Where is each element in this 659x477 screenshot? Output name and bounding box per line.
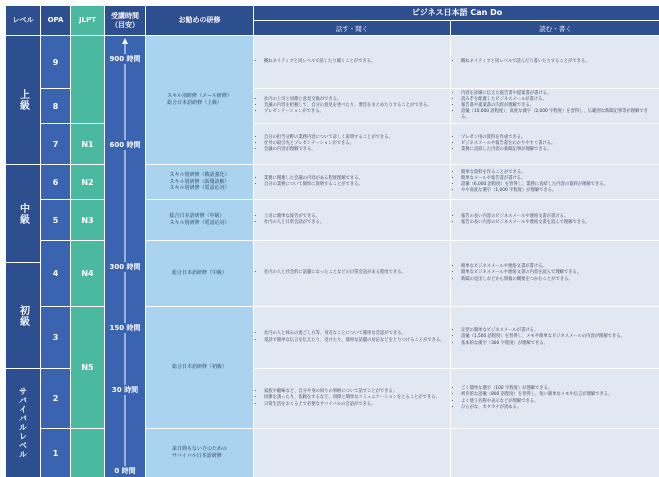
cando-item: • 同僚を誘ったり、依頼をするなど、同僚と簡単なコミュニケーションをとることができる。: [264, 395, 440, 401]
cando-item: • 簡単なメールや報告書が書ける。: [461, 176, 608, 182]
cando-item: • 語彙（1,500 語程度）を習得し、メモや簡単なビジネスメールの内容が理解できる。: [461, 334, 625, 340]
hours-300: 300 時間: [105, 262, 145, 272]
level-advanced: 上級: [6, 36, 40, 164]
training-intermediate-phone: 総合日本語研修（中級） スキル別研修（電話応対）: [146, 200, 253, 240]
speak-row-4: [254, 165, 450, 199]
cando-item: • 会議の内容が理解できる。: [264, 147, 393, 153]
training-beginner: 総合日本語研修（初級）: [146, 307, 253, 428]
read-row-5: [451, 200, 659, 240]
speak-row-5: [254, 200, 450, 240]
jlpt-n3: N3: [71, 200, 104, 240]
cando-item: • やや高度な漢字（1,000 字程度）が理解できる。: [461, 188, 608, 194]
opa-6: 6: [41, 165, 70, 199]
cando-item: • 電話で簡単な伝言を伝えたり、受けたり、簡単な話題の対応などをとりつけることができる。: [264, 338, 444, 344]
header-jlpt: JLPT: [71, 6, 104, 35]
opa-3: 3: [41, 307, 70, 368]
speak-row-8: [254, 369, 450, 428]
cando-item: • 読み手を配慮したビジネスメールが書ける。: [461, 97, 656, 103]
cando-item: • ごく簡単な漢字（100 字程度）が理解できる。: [461, 386, 612, 392]
training-advanced: スキル別研修（メール研修） 総合日本語研修（上級）: [146, 36, 253, 164]
level-intermediate: 中級: [6, 165, 40, 262]
cando-item: • プレゼンテーションができる。: [264, 109, 432, 115]
training-skills: スキル別研修（敬語強化） スキル別研修（新聞読解） スキル別研修（電話応対）: [146, 165, 253, 199]
jlpt-above-n1: [71, 36, 104, 123]
cando-item: • 報告の長い内容のビジネスメールや連絡文書を読んで理解できる。: [461, 220, 590, 226]
cando-item: • 家族や趣味など、自分や身の回りの事柄について話すことができる。: [264, 389, 440, 395]
cando-item: • 内容を詳細に伝えた報告書や提案書が書ける。: [461, 91, 656, 97]
cando-item: • 定型の簡単なビジネスメールが書ける。: [461, 328, 625, 334]
opa-1: 1: [41, 429, 70, 477]
hours-900: 900 時間: [105, 54, 145, 64]
cando-item: • 業務に直結した内容の新聞記事が理解できる。: [461, 147, 555, 153]
opa-2: 2: [41, 369, 70, 428]
cando-item: • 簡単な資料を作ることができる。: [461, 170, 608, 176]
read-row-3: [451, 124, 659, 164]
opa-5: 5: [41, 200, 70, 240]
cando-item: • 簡単なビジネスメールや連絡文書の内容を読んで理解できる。: [461, 270, 581, 276]
jlpt-n5: N5: [71, 307, 104, 428]
read-row-9: [451, 429, 659, 477]
jlpt-below-n5: [71, 429, 104, 477]
jlpt-n2: N2: [71, 165, 104, 199]
cando-item: • 新聞の見出しなどから情報の概要をつかむことができる。: [461, 277, 581, 283]
cando-item: • 日常生活をおくる上で必要なサバイバルの会話ができる。: [264, 402, 440, 408]
cando-item: • 業務に関連した会議の内容がある程度理解できる。: [264, 176, 363, 182]
hours-30: 30 時間: [105, 385, 145, 395]
hours-0: 0 時間: [105, 466, 145, 476]
header-hours: 受講時間 （目安）: [105, 6, 145, 35]
cando-item: • よく使う名称や表示などが理解できる。: [461, 399, 612, 405]
header-opa: OPA: [41, 6, 70, 35]
cando-item: • 初歩的な語彙（800 語程度）を習得し、短い簡単なメモや伝言が理解できる。: [461, 392, 612, 398]
speak-row-1: [254, 36, 450, 88]
cando-item: • 社内の人と社会的に話題になったことなどの日常会話がある程度できる。: [264, 270, 406, 276]
cando-item: • 概ねネイティブと同レベルで話したり聞くことができる。: [264, 59, 375, 65]
speak-row-6: [254, 241, 450, 306]
hours-scale: [105, 36, 145, 477]
read-row-8: [451, 369, 659, 428]
read-row-4: [451, 165, 659, 199]
cando-item: • 社内の人と日常会話ができる。: [264, 220, 324, 226]
training-intermediate: 総合日本語研修（中級）: [146, 241, 253, 306]
cando-item: • 報告の長い内容のビジネスメールや連絡文書が書ける。: [461, 214, 590, 220]
level-beginner: 初級: [6, 263, 40, 368]
speak-row-7: [254, 307, 450, 368]
cando-item: • 概ねネイティブと同レベルで読んだり書いたりすることができる。: [461, 59, 589, 65]
cando-table: [6, 6, 654, 475]
header-training: お勧めの研修: [146, 6, 253, 35]
read-row-7: [451, 307, 659, 368]
cando-item: • 会議の内容を把握して、自分の意見を述べたり、要旨をまとめたりすることができる。: [264, 103, 432, 109]
header-level: レベル: [6, 6, 40, 35]
cando-item: • 簡単なビジネスメールや連絡文書が書ける。: [461, 264, 581, 270]
header-speak: 話す・聞く: [254, 21, 450, 35]
cando-item: • 基本的な漢字（300 字程度）が理解できる。: [461, 341, 625, 347]
cando-item: • ひらがな、カタカナが読める。: [461, 405, 612, 411]
cando-item: • 上司に簡単な報告ができる。: [264, 214, 324, 220]
jlpt-n4: N4: [71, 241, 104, 306]
read-row-6: [451, 241, 659, 306]
cando-item: • 社内の上司と同僚と意見交換ができる。: [264, 97, 432, 103]
cando-item: • 報告書や提案書の内容が理解できる。: [461, 103, 656, 109]
opa-4: 4: [41, 241, 70, 306]
cando-item: • ビジネスメールや報告書をわかりやすく書ける。: [461, 141, 555, 147]
cando-item: • 語彙（6,000 語程度）を習得し、業務に直結した内容の資料が理解できる。: [461, 182, 608, 188]
hours-150: 150 時間: [105, 323, 145, 333]
header-cando: ビジネス日本語 Can Do: [254, 6, 659, 20]
cando-item: • 社外の取引先とプレゼンテーションができる。: [264, 141, 393, 147]
cando-item: • 自分の業務について簡単に説明することができる。: [264, 182, 363, 188]
cando-item: • 社内の人と休みの過ごし方等、身近なことについて簡単な会話ができる。: [264, 331, 444, 337]
cando-item: • プレゼン用の資料を作成できる。: [461, 135, 555, 141]
speak-row-9: [254, 429, 450, 477]
read-row-2: [451, 89, 659, 123]
speak-row-3: [254, 124, 450, 164]
training-survival: 来日間もない方のための サバイバル日本語研修: [146, 429, 253, 477]
cando-item: • 自分の担当分野の業務内容について詳しく説明することができる。: [264, 135, 393, 141]
speak-row-2: [254, 89, 450, 123]
cando-item: • 語彙（10,000 語程度）、高度な漢字（2,000 字程度）を習得し、広範囲な新聞記事等が理解できる。: [461, 109, 656, 121]
opa-7: 7: [41, 124, 70, 164]
header-read: 読む・書く: [451, 21, 659, 35]
opa-9: 9: [41, 36, 70, 88]
opa-8: 8: [41, 89, 70, 123]
jlpt-n1: N1: [71, 124, 104, 164]
hours-600: 600 時間: [105, 140, 145, 150]
read-row-1: [451, 36, 659, 88]
level-survival: サバイバルレベル: [6, 369, 40, 477]
